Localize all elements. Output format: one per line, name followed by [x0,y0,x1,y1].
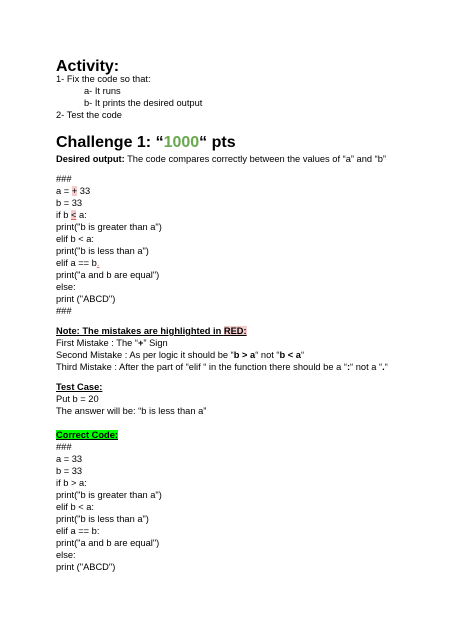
mistake-highlight: < [71,210,77,220]
desired-output-text: The code compares correctly between the values of “a” and “b” [124,154,387,164]
code-fragment: a: [76,210,87,220]
mistake-text: “ not a “ [350,362,383,372]
note-title-red: RED: [223,326,247,336]
activity-item: b- It prints the desired output [84,98,203,108]
code-line: ### [56,306,72,316]
code-line: print("b is less than a") [56,246,149,256]
code-line: b = 33 [56,198,83,208]
correct-code-line: print("a and b are equal") [56,538,160,548]
activity-item: 2- Test the code [56,110,122,120]
mistake-symbol: b > a [233,350,256,360]
code-fragment: if b [56,210,71,220]
mistake-symbol: . [382,362,385,372]
correct-code-line: print("b is less than a") [56,514,149,524]
code-line: else: [56,282,76,292]
activity-title: Activity: [56,58,120,75]
challenge-points: 1000 [163,134,200,151]
code-line [56,257,99,269]
mistake-text: “ not “ [255,350,280,360]
mistake-text: Third Mistake : After the part of “elif “ in the function there should be a “ [56,362,347,372]
correct-code-line: elif b < a: [56,502,94,512]
correct-code-line: a = 33 [56,454,83,464]
test-case-title: Test Case: [56,382,103,392]
code-fragment: a = [56,186,70,196]
challenge-title-suffix: “ pts [199,134,236,151]
mistake-text: ” Sign [143,338,168,348]
mistake-text: “ [300,350,305,360]
code-fragment: 33 [77,186,91,196]
mistake-line [56,349,304,361]
note-title [56,325,247,337]
code-line: print ("ABCD") [56,294,116,304]
mistake-symbol: : [346,362,351,372]
mistake-line [56,361,388,373]
mistake-line [56,337,168,349]
challenge-title [56,133,236,153]
code-line: elif b < a: [56,234,94,244]
correct-code-title-label: Correct Code: [56,430,118,440]
desired-output [56,153,386,165]
mistake-highlight: . [96,258,100,268]
code-line: print("a and b are equal") [56,270,160,280]
note-title-prefix: Note: The mistakes are highlighted in [56,326,224,336]
mistake-text: First Mistake : The “ [56,338,138,348]
code-line [56,209,87,221]
correct-code-line: else: [56,550,76,560]
activity-item: a- It runs [84,86,121,96]
mistake-text: Second Mistake : As per logic it should be “ [56,350,234,360]
mistake-highlight: + [71,186,78,196]
code-line: ### [56,174,72,184]
mistake-symbol: + [137,338,144,348]
code-line: print("b is greater than a") [56,222,162,232]
correct-code-line: elif a == b: [56,526,100,536]
correct-code-line: print ("ABCD") [56,562,116,572]
mistake-symbol: b < a [279,350,301,360]
activity-item: 1- Fix the code so that: [56,74,151,84]
correct-code-line: ### [56,442,72,452]
mistake-text: “ [384,362,388,372]
correct-code-title [56,429,118,441]
test-case-line: Put b = 20 [56,394,99,404]
test-case-line: The answer will be: “b is less than a” [56,406,207,416]
code-line [56,185,90,197]
correct-code-line: b = 33 [56,466,83,476]
code-fragment: elif a == b [56,258,97,268]
correct-code-line: if b > a: [56,478,87,488]
desired-output-label: Desired output: [56,154,125,164]
correct-code-line: print("b is greater than a") [56,490,162,500]
challenge-title-prefix: Challenge 1: “ [56,134,164,151]
